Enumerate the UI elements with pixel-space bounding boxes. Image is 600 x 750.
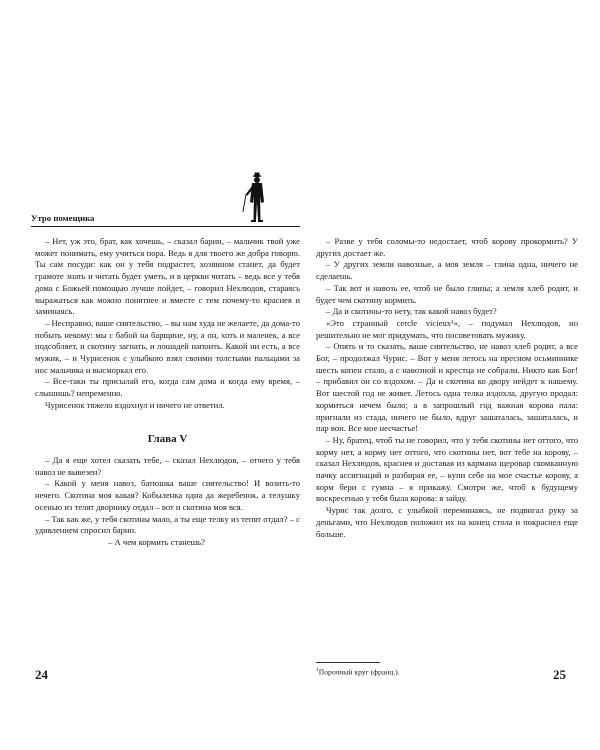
footnote	[316, 667, 516, 677]
paragraph: – У других земли навозные, а моя земля – глина одна, ничего не сделаешь.	[316, 259, 578, 282]
left-text-block-1	[35, 236, 300, 412]
page-number-left: 24	[35, 667, 48, 682]
footnote-text: Порочный круг (франц.).	[318, 667, 400, 677]
running-head: Утро помещика	[31, 213, 95, 223]
paragraph: «Это странный cercle vicieux¹», – подумал Нехлюдов, но решительно не мог придумать, что посоветовать мужику.	[316, 317, 578, 340]
paragraph: Чурис так долго, с улыбкой переминаясь, не подвигал руку за деньгами, что Нехлюдов положил их на конец стола и покраснел еще больше.	[316, 505, 578, 539]
paragraph: – Так как же, у тебя скотины мало, а ты еще телку из тепят отдал? – с удивлением спросил барин.	[35, 513, 300, 536]
paragraph: – Несправно, ваше сиятельство, – вы нам худа не желаете, да дома-то побыть некому: мы с бабой на барщине, ну, а он, хоть и маленек, а все подсобляет, и скотину загнать, и лошадей напоить. Какой ни есть, а все мужик, – и Чурисенок с улыбкою взял своими толстыми пальцами за нос мальчика и высморкал его.	[35, 317, 300, 375]
paragraph: – Разве у тебя соломы-то недостает, чтоб корову прокормить? У других достает же.	[316, 236, 578, 258]
paragraph: – Так вот и навозь ее, чтоб не было глины; а земля хлеб родит, и будет чем скотину кормить.	[316, 282, 578, 305]
standing-gentleman-figure-icon	[241, 172, 281, 228]
paragraph: – Какой у меня навоз, батюшка ваше сиятельство! И возить-то нечего. Скотина моя какая? Кобыленка одна да жеребенок, а телушку осенью из телят дворнику отдал – вот и скотина моя вся.	[35, 478, 300, 512]
page-number-right: 25	[553, 667, 566, 682]
paragraph: – Все-таки ты присылай его, когда сам дома и когда ему время, – слышишь? непременно.	[35, 376, 300, 399]
paragraph: Чурисенок тяжело вздохнул и ничего не ответил.	[45, 399, 225, 410]
paragraph-last-line: – А чем кормить станешь?	[108, 536, 205, 547]
chapter-heading: Глава V	[147, 433, 188, 445]
paragraph: – Нет, уж это, брат, как хочешь, – сказал барин, – мальчик твой уже может понимать, ему учиться пора. Ведь я для твоего же добра говорю. Ты сам посуди: как он у тебя подрастет, хозяином станет, да будет грамоте знать и читать будет уметь, и в церкви читать – ведь все у тебя дома с Божьей помощью лучше пойдет, – говорил Нехлюдов, стараясь выражаться как можно понятнее и вместе с тем почему-то краснея и заминаясь.	[35, 236, 300, 317]
footnote-marker: 1	[316, 667, 319, 673]
paragraph: – Да я еще хотел сказать тебе, – сказал Нехлюдов, – отчего у тебя навоз не вывезен?	[35, 455, 300, 477]
footnote-rule	[316, 662, 380, 663]
right-page	[300, 0, 600, 750]
paragraph: – Ну, братец, чтоб ты не говорил, что у тебя скотины нет оттого, что корму нет, а корму нет оттого, что скотины нет, вот тебе на корову, – сказал Нехлюдов, краснея и доставая из кармана щеровар скомканную пачку ассигнаций и разбирая ее, – купи себе на мое счастье корову, а корм бери с гумна – я прикажу. Смотри же, чтоб к будущему воскресенью у тебя была корова: я зайду.	[316, 434, 578, 504]
paragraph: – Опять и то сказать, ваше сиятельство, не навоз хлеб родит, а все Бог, – продолжал Чурис. – Вот у меня летось на пресном осьминнике шесть копен стало, а с навозной и крестца не собрали. Никто как Бог! – прибавил он со вздохом. – Да и скотина ко двору нейдет к нашему. Вот шестой год не живет. Летось одна телка издохла, другую продал: кормиться нечем было; а в запрошлый год важная корова пала: пригнали из стада, ничего не было, вдруг зашаталась, зашаталась, и пар вон. Все мое несчастье!	[316, 341, 578, 434]
left-text-block-2	[35, 455, 300, 549]
right-text-block	[316, 236, 578, 540]
paragraph: – Да и скотины-то нету, так какой навоз будет?	[326, 306, 497, 317]
